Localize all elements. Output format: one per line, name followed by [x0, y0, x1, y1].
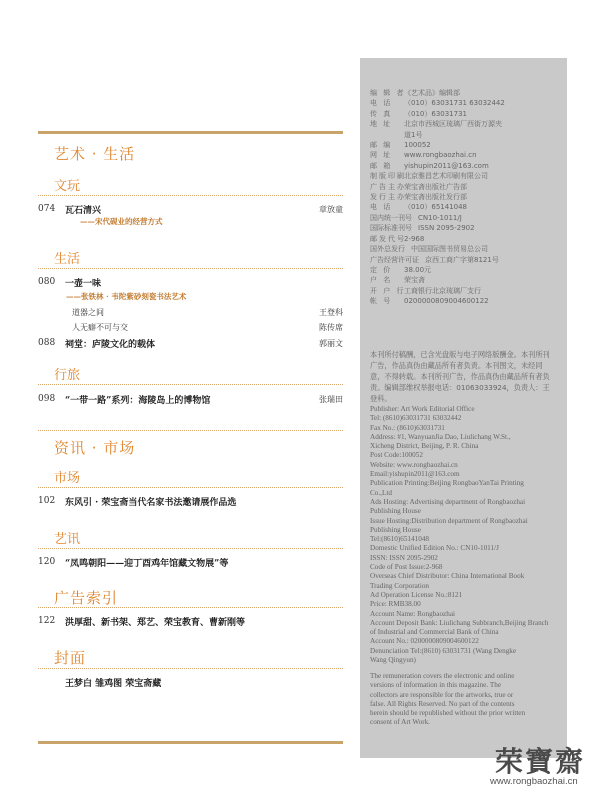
- english-line: Denunciation Tel:(8610) 63031731 (Wang Dengke: [370, 647, 517, 655]
- info-key: 国内统一刊号: [370, 213, 412, 222]
- info-row: [370, 150, 555, 160]
- subsection-market: 市场: [54, 471, 81, 486]
- english-line: Account Name: Rongbaozhai: [370, 609, 456, 618]
- english-line: Publishing House: [370, 507, 421, 516]
- english-line: Publication Printing:Beijing RongbaoYanTai Printing: [370, 479, 524, 488]
- subsection-wenwan: 文玩: [54, 179, 81, 194]
- info-key: 国际标准刊号: [370, 224, 412, 233]
- info-value: 荣宝斋出版社发行部: [404, 193, 467, 202]
- info-key: 定 价: [370, 265, 393, 274]
- toc-page: 088: [38, 338, 56, 348]
- info-value: 北京市西城区琉璃厂西街万源夹: [404, 120, 502, 129]
- english-line: Code of Post Issue:2-968: [370, 563, 443, 572]
- toc-article[interactable]: 道器之间: [72, 308, 104, 317]
- toc-title[interactable]: 瓦石清兴: [65, 206, 102, 216]
- english-line: Co.,Ltd: [370, 488, 392, 497]
- top-rule: [38, 131, 343, 134]
- copyright-notice-cn: 本刊所付稿酬，已含光盘版与电子网络版酬金。本刊所刊广告，作品真伪由藏品所有者负责。本刊图文，未经同意，不得转载。本刊所刊广告，作品真伪由藏品所有者负责。编辑部维权举报电话：01063033924，负责人：王登科。: [370, 350, 550, 403]
- info-value: 北京雅昌艺术印刷有限公司: [404, 172, 488, 181]
- english-line: Account Deposit Bank: Liulichang Subbranch,Beijing Branch: [370, 618, 549, 627]
- info-row: [370, 140, 555, 150]
- english-line: Address: #1, WanyuanJia Dao, Liulichang W.St.,: [370, 432, 511, 441]
- info-value: 《艺术品》编辑部: [404, 89, 460, 97]
- toc-author: 王登科: [319, 308, 343, 317]
- info-value: 工商银行北京琉璃厂支行: [404, 286, 481, 295]
- info-value: 38.00元: [404, 265, 432, 274]
- info-row: [370, 171, 555, 181]
- english-line: Post Code:100052: [370, 451, 423, 460]
- denunciation-tel: [370, 647, 558, 666]
- info-row: [370, 98, 555, 108]
- info-key: 国外总发行: [370, 245, 405, 254]
- toc-title[interactable]: 洪厚甜、新书架、郑艺、荣宝教育、曹新刚等: [65, 618, 246, 628]
- divider: [38, 668, 343, 669]
- english-line: ISSN: ISSN 2095-2902: [370, 553, 438, 562]
- info-key: 广告经营许可证: [370, 255, 419, 264]
- english-line: Fax No.: (8610)63031731: [370, 423, 445, 432]
- english-line: Issue Hosting:Distribution department of Rongbaozhai: [370, 516, 528, 525]
- info-value: （010）63031731 63032442: [404, 99, 505, 108]
- divider: [38, 487, 343, 488]
- masthead-info: [370, 88, 555, 307]
- english-line: Wang Qingyun): [370, 656, 416, 665]
- toc-title[interactable]: “一带一路”系列：海陵岛上的博物馆: [65, 396, 211, 406]
- toc-page: 074: [38, 204, 56, 214]
- english-line: false. All Rights Reserved. No part of the contents: [370, 699, 515, 708]
- info-value: 2-968: [404, 234, 425, 243]
- info-value: CN10-1011/J: [418, 213, 462, 222]
- info-key: 电 话: [370, 203, 393, 212]
- english-line: Website: www.rongbaozhai.cn: [370, 460, 458, 469]
- toc-title[interactable]: 祠堂：庐陵文化的载体: [65, 340, 156, 350]
- english-line: Publisher: Art Work Editorial Office: [370, 405, 475, 413]
- info-row: [370, 109, 555, 119]
- info-key: 邮发代号: [370, 234, 406, 243]
- info-key: 地 址: [370, 120, 393, 129]
- info-row: [370, 223, 555, 233]
- info-row: [370, 213, 555, 223]
- divider: [38, 430, 343, 431]
- info-value: 荣宝斋: [404, 276, 425, 285]
- info-key: 电 话: [370, 99, 393, 108]
- info-value: yishupin2011@163.com: [404, 161, 489, 170]
- divider: [38, 268, 343, 269]
- english-line: herein should be republished without the prior written: [370, 709, 526, 718]
- toc-article[interactable]: 人无癖不可与交: [72, 323, 128, 332]
- toc-page: 080: [38, 277, 56, 287]
- info-row: [370, 88, 555, 98]
- english-line: Publishing House: [370, 525, 421, 534]
- info-value: （010）63031731: [404, 109, 467, 118]
- english-line: Email:yishupin2011@163.com: [370, 470, 460, 479]
- info-key: 邮 箱: [370, 161, 393, 170]
- info-value: 道1号: [404, 130, 423, 139]
- info-row: [370, 286, 555, 296]
- english-masthead: [370, 405, 558, 647]
- info-key: 网 址: [370, 151, 393, 160]
- toc-subtitle: ——张铁林 · 韦陀紫砂刻瓷书法艺术: [66, 292, 187, 301]
- copyright-notice-en: [370, 672, 558, 728]
- toc-author: 张瑞田: [319, 395, 343, 404]
- english-line: Tel:(8610)65141048: [370, 535, 429, 544]
- rongbaozhai-logo: 荣寶齋: [495, 745, 586, 778]
- section-ads-index: 广告索引: [54, 589, 119, 607]
- toc-author: 章放童: [319, 205, 343, 214]
- section-cover: 封面: [54, 649, 87, 667]
- toc-page: 120: [38, 557, 56, 567]
- section-news-market: 资讯 · 市场: [54, 439, 136, 457]
- info-value: 100052: [404, 141, 431, 150]
- info-row: [370, 130, 555, 140]
- english-line: Xicheng District, Beijing, P. R. China: [370, 442, 479, 451]
- info-value: 中国国际图书贸易总公司: [411, 245, 488, 254]
- info-row: [370, 182, 555, 192]
- english-line: Trading Corporation: [370, 581, 430, 590]
- info-row: [370, 202, 555, 212]
- divider: [38, 384, 343, 385]
- english-line: consent of Art Work.: [370, 718, 430, 727]
- info-row: [370, 119, 555, 129]
- english-line: Price: RMB38.00: [370, 600, 421, 609]
- toc-title[interactable]: 一壶一味: [65, 279, 102, 289]
- toc-author: 陈传席: [319, 323, 343, 332]
- info-row: [370, 192, 555, 202]
- toc-title[interactable]: 东风引 · 荣宝斋当代名家书法邀请展作品选: [65, 498, 237, 508]
- subsection-art-news: 艺讯: [54, 532, 81, 547]
- bottom-rule: [38, 741, 343, 744]
- divider: [38, 548, 343, 549]
- english-line: Ad Operation License No.:8121: [370, 590, 463, 599]
- subsection-travel: 行旅: [54, 368, 81, 383]
- info-key: 发行主办: [370, 193, 406, 202]
- toc-subtitle: ——宋代砚业的经营方式: [80, 217, 163, 226]
- english-line: The remuneration covers the electronic and online: [370, 672, 515, 680]
- info-key: [370, 130, 404, 140]
- english-line: Domestic Unified Edition No.: CN10-1011/J: [370, 544, 499, 553]
- info-row: [370, 161, 555, 171]
- info-row: [370, 244, 555, 254]
- info-row: [370, 275, 555, 285]
- info-value: 荣宝斋出版社广告部: [404, 182, 467, 191]
- info-row: [370, 255, 555, 265]
- info-row: [370, 296, 555, 306]
- info-value: （010）65141048: [404, 203, 467, 212]
- info-key: 开 户 行: [370, 286, 406, 295]
- english-line: versions of information in this magazine. The: [370, 681, 502, 690]
- toc-title[interactable]: “凤鸣朝阳——迎丁酉鸡年馆藏文物展”等: [65, 559, 229, 569]
- english-line: of Industrial and Commercial Bank of China: [370, 628, 499, 637]
- watermark-url[interactable]: www.rongbaozhai.cn: [490, 776, 578, 787]
- info-key: 户 名: [370, 276, 393, 285]
- info-row: [370, 234, 555, 244]
- english-line: Ads Hosting: Advertising department of Rongbaozhai: [370, 497, 526, 506]
- info-value: 0200000809004600122: [404, 297, 489, 306]
- english-line: Account No.: 0200000809004600122: [370, 637, 479, 646]
- info-key: 邮 编: [370, 141, 393, 150]
- cover-caption: 王梦白 雏鸡图 荣宝斋藏: [65, 679, 162, 689]
- toc-author: 郭丽文: [319, 339, 343, 348]
- info-key: 编 辑 者: [370, 89, 406, 97]
- section-art-life: 艺术 · 生活: [54, 145, 136, 163]
- info-key: 制版印刷: [370, 172, 406, 181]
- english-line: Tel: (8610)63031731 63032442: [370, 414, 462, 423]
- info-key: 帐 号: [370, 297, 393, 306]
- toc-page: 122: [38, 616, 56, 626]
- info-key: 广告主办: [370, 182, 406, 191]
- english-line: Overseas Chief Distributor: China International Book: [370, 572, 525, 581]
- toc-page: 098: [38, 394, 56, 404]
- info-row: [370, 265, 555, 275]
- divider: [38, 195, 343, 196]
- subsection-life: 生活: [54, 252, 81, 267]
- divider: [38, 607, 343, 608]
- info-value: www.rongbaozhai.cn: [404, 151, 477, 160]
- toc-page: 102: [38, 496, 56, 506]
- info-value: 京西工商广字第8121号: [425, 255, 499, 264]
- info-value: ISSN 2095-2902: [418, 224, 475, 233]
- info-key: 传 真: [370, 109, 393, 118]
- english-line: collectors are responsible for the artworks, true or: [370, 690, 514, 699]
